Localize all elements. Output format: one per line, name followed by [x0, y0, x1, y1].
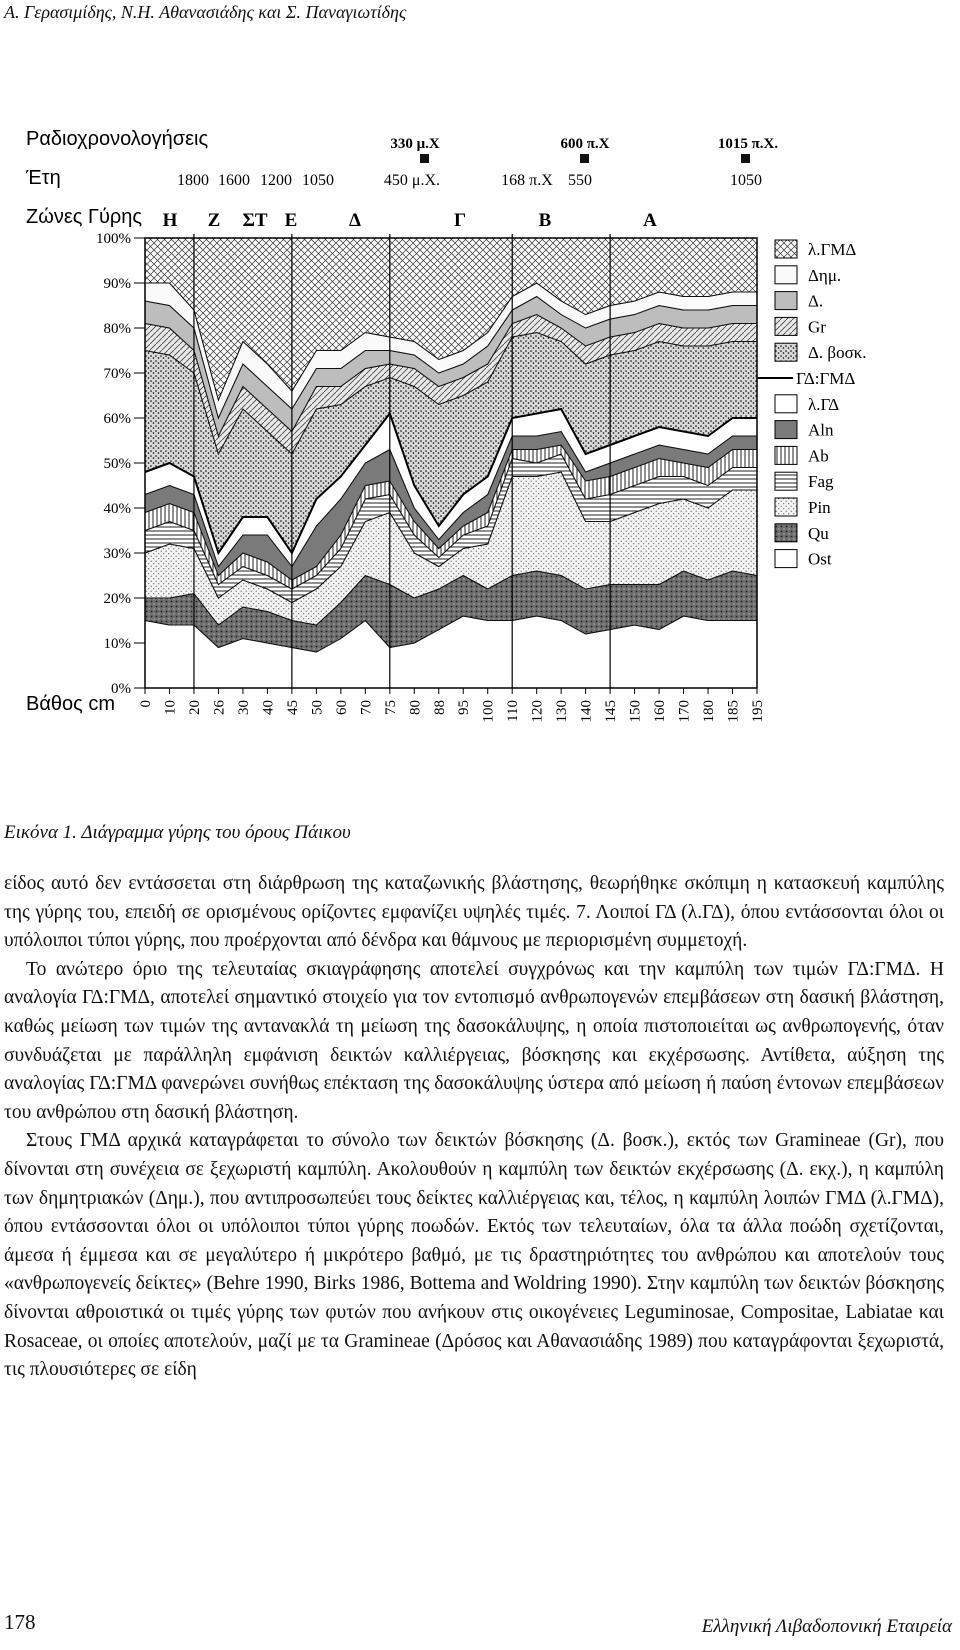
depth-axis-label: Βάθος cm: [26, 693, 116, 715]
plot-area: [145, 234, 757, 688]
zone-label: Γ: [453, 210, 467, 231]
x-tick-label: 180: [701, 700, 718, 723]
legend-swatch: [775, 317, 797, 335]
x-tick-label: 120: [529, 700, 546, 723]
zone-label: Η: [162, 210, 178, 231]
y-tick-label: 90%: [103, 276, 131, 292]
zone-label: Α: [643, 210, 657, 231]
dating-row-label: Ραδιοχρονολογήσεις: [26, 128, 209, 150]
y-tick-label: 10%: [103, 636, 131, 652]
x-tick-label: 0: [138, 700, 154, 708]
paragraph: Στους ΓΜΔ αρχικά καταγράφεται το σύνολο των δεικτών βόσκησης (Δ. βοσκ.), εκτός των Gramineae (Gr), που δίνονται στη συνέχεια σε ξεχωριστή καμπύλη. Ακολουθούν η καμπύλη των δεικτών εκχέρσωσης (Δ. εκχ.), η καμπύλη των δημητριακών (Δημ.), που αντιπροσωπεύει τους δείκτες καλλιέργειας και, τέλος, η καμπύλη λοιπών ΓΜΔ (λ.ΓΜΔ), όπου εντάσσονται όλοι οι υπόλοιποι τύποι γύρης ποωδών. Εκτός των τελευταίων, όλα τα άλλα ποώδη σχετίζονται, άμεσα ή έμμεσα και σε μεγαλύτερο ή μικρότερο βαθμό, με τις δραστηριότητες του ανθρώπου και αποτελούν τους «ανθρωπογενείς δείκτες» (Behre 1990, Birks 1986, Bottema and Woldring 1990). Στην καμπύλη των δεικτών βόσκησης δίνονται αθροιστικά οι τιμές γύρης των φυτών που ανήκουν στις οικογένειες Leguminosae, Compositae, Labiatae και Rosaceae, οι οποίες αποτελούν, μαζί με τα Gramineae (Δρόσος και Αθανασιάδης 1989) που καταγράφονται ξεχωριστά, τις πλουσιότερες σε είδη: [4, 1130, 944, 1381]
year-label: 1050: [302, 172, 334, 189]
x-tick-label: 50: [309, 700, 326, 715]
x-tick-label: 145: [603, 700, 620, 723]
x-tick-label: 170: [676, 700, 693, 723]
legend-label: ΓΔ:ΓΜΔ: [796, 369, 856, 388]
legend-label: Qu: [808, 523, 829, 543]
publisher-name: Ελληνική Λιβαδοπονική Εταιρεία: [701, 1616, 952, 1637]
paragraph: Το ανώτερο όριο της τελευταίας σκιαγράφησης αποτελεί συγχρόνως και την καμπύλη των τιμών ΓΔ:ΓΜΔ. Η αναλογία ΓΔ:ΓΜΔ, αποτελεί σημαντικό στοιχείο για τον εντοπισμό ανθρωπογενών επεμβάσεων στη δασική βλάστηση, καθώς μείωση των τιμών της αντανακλά τη μείωση της δασοκάλυψης, η οποία πιστοποιείται ως ανθρωπογενής, όταν συνδυάζεται με παράλληλη εμφάνιση δεικτών καλλιέργειας, βόσκησης και εκχέρσωσης. Αντίθετα, αύξηση της αναλογίας ΓΔ:ΓΜΔ φανερώνει συνήθως επέκταση της δασοκάλυψης ύστερα από μείωση ή παύση έντονων επεμβάσεων του ανθρώπου στη δασική βλάστηση.: [4, 958, 944, 1123]
zone-label: Δ: [349, 210, 361, 231]
zones-row-label: Ζώνες Γύρης: [26, 206, 143, 228]
legend-swatch: [775, 292, 797, 310]
legend-swatch: [775, 472, 797, 490]
pollen-diagram-figure: [0, 110, 960, 790]
y-tick-label: 50%: [103, 456, 131, 472]
radiocarbon-marker: [580, 154, 589, 163]
radiocarbon-date: 1015 π.Χ.: [717, 136, 779, 152]
legend-swatch: [775, 498, 797, 516]
legend-label: Δημ.: [808, 265, 842, 285]
legend-label: Pin: [808, 498, 831, 517]
x-tick-label: 185: [725, 700, 742, 723]
body-text: [4, 870, 944, 1385]
legend-label: Gr: [808, 317, 826, 337]
y-tick-label: 70%: [103, 366, 131, 382]
legend-label: Δ. βοσκ.: [808, 343, 867, 363]
x-tick-label: 30: [235, 700, 252, 715]
legend-swatch: [775, 395, 797, 413]
zone-label: Ζ: [207, 210, 221, 231]
x-tick-label: 195: [750, 700, 766, 723]
x-tick-label: 140: [578, 700, 595, 723]
x-tick-label: 60: [333, 700, 350, 715]
x-tick-label: 10: [162, 700, 179, 715]
years-row-label: Έτη: [26, 167, 61, 189]
legend-swatch: [775, 550, 797, 568]
paragraph: είδος αυτό δεν εντάσσεται στη διάρθρωση της καταζωνικής βλάστησης, θεωρήθηκε σκόπιμη η κατασκευή καμπύλης της γύρης του, επειδή σε ορισμένους ορίζοντες εμφανίζει υψηλές τιμές. 7. Λοιποί ΓΔ (λ.ΓΔ), όπου εντάσσονται όλοι οι υπόλοιποι τύποι γύρης, που προέρχονται από δένδρα και θάμνους με περιορισμένη συμμετοχή.: [4, 873, 944, 952]
y-axis: [96, 231, 145, 697]
x-tick-label: 45: [284, 700, 301, 715]
x-tick-label: 70: [358, 700, 375, 715]
radiocarbon-marker: [420, 154, 429, 163]
year-label: 450 μ.Χ.: [383, 172, 441, 189]
x-tick-label: 20: [186, 700, 203, 715]
radiocarbon-marker: [741, 154, 750, 163]
x-tick-label: 150: [627, 700, 644, 723]
y-tick-label: 40%: [103, 501, 131, 517]
year-label: 1050: [730, 172, 762, 189]
legend-swatch: [775, 240, 797, 258]
legend-label: λ.ΓΜΔ: [808, 240, 857, 259]
running-header: Α. Γερασιμίδης, Ν.Η. Αθανασιάδης και Σ. Παναγιωτίδης: [4, 2, 407, 22]
x-tick-label: 95: [456, 700, 473, 715]
legend-label: Ost: [808, 549, 832, 569]
legend-swatch: [775, 421, 797, 439]
y-tick-label: 0%: [111, 681, 131, 697]
x-tick-label: 130: [554, 700, 571, 723]
x-tick-label: 40: [260, 700, 277, 715]
year-label: 550: [568, 172, 592, 189]
x-tick-label: 160: [652, 700, 669, 723]
x-axis: [138, 688, 766, 723]
x-tick-label: 110: [505, 700, 522, 722]
y-tick-label: 30%: [103, 546, 131, 562]
legend-label: Fag: [808, 472, 834, 492]
x-tick-label: 80: [407, 700, 424, 715]
legend-label: Δ.: [808, 291, 824, 311]
x-tick-label: 100: [480, 700, 497, 723]
year-label: 1600: [218, 172, 250, 189]
year-label: 1200: [260, 172, 292, 189]
y-tick-label: 20%: [103, 591, 131, 607]
y-tick-label: 80%: [103, 321, 131, 337]
year-label: 168 π.Χ: [501, 172, 553, 189]
legend-label: Ab: [808, 446, 829, 466]
x-tick-label: 75: [382, 700, 399, 715]
year-label: 1800: [177, 172, 209, 189]
legend-label: λ.ΓΔ: [808, 394, 840, 414]
radiocarbon-date: 330 μ.Χ: [390, 136, 440, 152]
legend-label: Aln: [808, 420, 834, 440]
legend-swatch: [775, 446, 797, 464]
zone-label: Β: [538, 210, 552, 231]
y-tick-label: 60%: [103, 411, 131, 427]
pollen-diagram: [0, 110, 960, 790]
page-number: 178: [4, 1610, 36, 1634]
legend-swatch: [775, 524, 797, 542]
legend-swatch: [775, 343, 797, 361]
y-tick-label: 100%: [96, 231, 131, 247]
x-tick-label: 88: [431, 700, 448, 715]
x-tick-label: 26: [211, 700, 228, 715]
legend: [757, 240, 867, 569]
zone-label: Ε: [284, 210, 298, 231]
zone-label: ΣΤ: [242, 210, 268, 231]
legend-swatch: [775, 266, 797, 284]
radiocarbon-date: 600 π.Χ: [560, 136, 610, 152]
figure-caption: Εικόνα 1. Διάγραμμα γύρης του όρους Πάικου: [4, 822, 351, 843]
